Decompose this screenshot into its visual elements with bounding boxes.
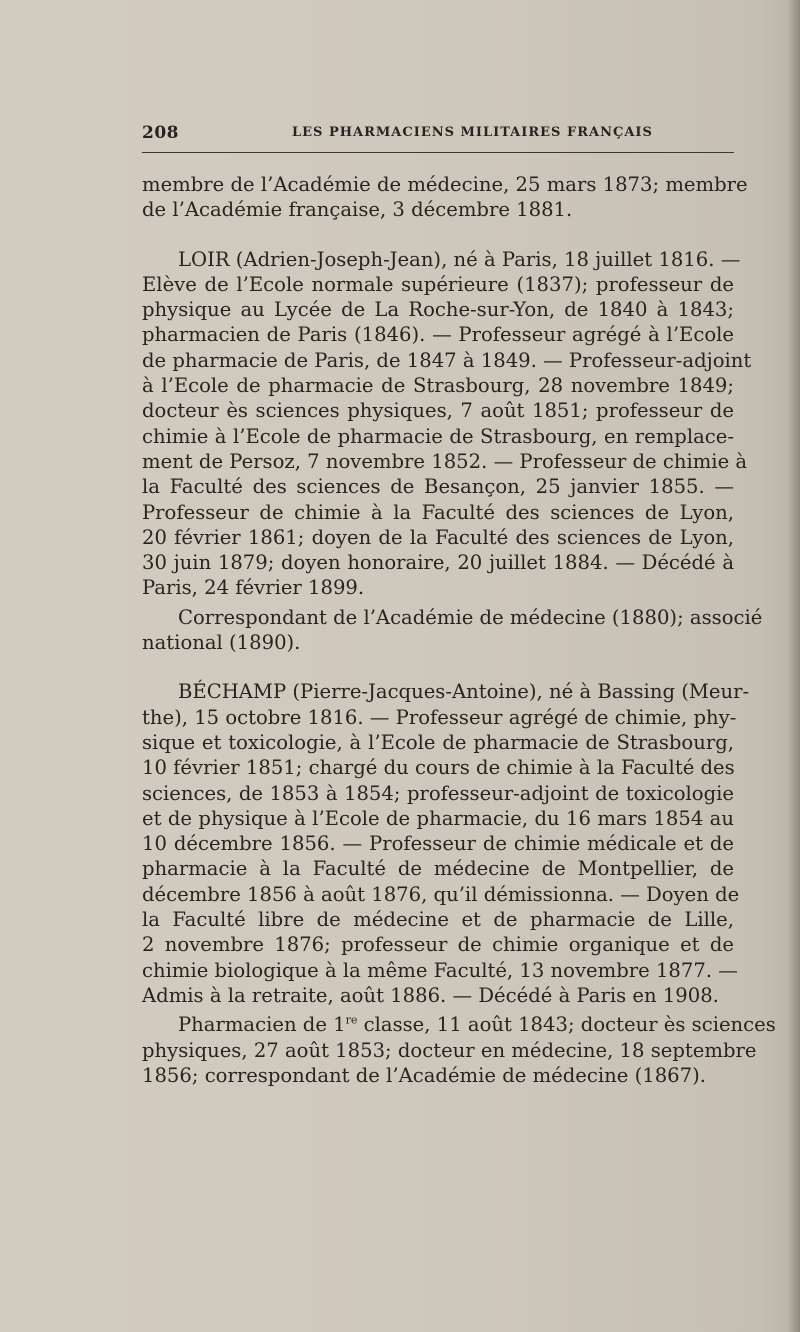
text-line: de pharmacie de Paris, de 1847 à 1849. — Professeur-adjoint xyxy=(142,348,752,372)
entry-bechamp xyxy=(142,679,750,1008)
text-line: Correspondant de l’Académie de médecine (1880); associé xyxy=(178,605,763,629)
text-line: membre de l’Académie de médecine, 25 mars 1873; membre xyxy=(142,173,748,196)
text-line: chimie à l’Ecole de pharmacie de Strasbourg, en remplace- xyxy=(142,424,734,448)
text-line: pharmacie à la Faculté de médecine de Montpellier, de xyxy=(142,857,734,881)
entry-bechamp-honors xyxy=(142,1012,776,1088)
page-header xyxy=(142,123,734,147)
entry-loir xyxy=(142,247,752,601)
header-rule xyxy=(142,152,734,153)
text-line: 20 février 1861; doyen de la Faculté des sciences de Lyon, xyxy=(142,525,734,549)
text-line: la Faculté libre de médecine et de pharmacie de Lille, xyxy=(142,908,734,932)
text-line: 10 février 1851; chargé du cours de chimie à la Faculté des xyxy=(142,756,735,780)
text-line: BÉCHAMP (Pierre-Jacques-Antoine), né à Bassing (Meur- xyxy=(178,680,750,704)
paragraph-continuation xyxy=(142,172,748,223)
text-line: physique au Lycée de La Roche-sur-Yon, de 1840 à 1843; xyxy=(142,298,734,322)
text-line: physiques, 27 août 1853; docteur en médecine, 18 septembre xyxy=(142,1038,757,1062)
text-line: LOIR (Adrien-Joseph-Jean), né à Paris, 18 juillet 1816. — xyxy=(178,247,741,271)
page-edge-shadow xyxy=(786,0,800,1332)
text-line: 1856; correspondant de l’Académie de médecine (1867). xyxy=(142,1063,706,1087)
text-line: la Faculté des sciences de Besançon, 25 janvier 1855. — xyxy=(142,475,734,499)
text-line: et de physique à l’Ecole de pharmacie, du 16 mars 1854 au xyxy=(142,806,734,830)
body-text xyxy=(142,172,776,1088)
text-line: the), 15 octobre 1816. — Professeur agrégé de chimie, phy- xyxy=(142,705,737,729)
text-line xyxy=(142,1012,776,1037)
text-line: sciences, de 1853 à 1854; professeur-adjoint de toxicologie xyxy=(142,781,734,805)
text-line: chimie biologique à la même Faculté, 13 novembre 1877. — xyxy=(142,958,738,982)
text-line: sique et toxicologie, à l’Ecole de pharmacie de Strasbourg, xyxy=(142,730,734,754)
entry-loir-honors xyxy=(142,605,763,656)
text-line: 30 juin 1879; doyen honoraire, 20 juillet 1884. — Décédé à xyxy=(142,551,734,575)
text-fragment: classe, 11 août 1843; docteur ès sciences xyxy=(357,1013,776,1037)
text-line: de l’Académie française, 3 décembre 1881. xyxy=(142,198,573,222)
text-line: docteur ès sciences physiques, 7 août 1851; professeur de xyxy=(142,399,734,423)
text-line: ment de Persoz, 7 novembre 1852. — Professeur de chimie à xyxy=(142,449,748,473)
running-title: LES PHARMACIENS MILITAIRES FRANÇAIS xyxy=(292,125,653,140)
ordinal-superscript: re xyxy=(345,1013,358,1027)
text-line: Elève de l’Ecole normale supérieure (1837); professeur de xyxy=(142,272,734,296)
text-line: 2 novembre 1876; professeur de chimie organique et de xyxy=(142,933,734,957)
page-number: 208 xyxy=(142,123,179,143)
text-line: à l’Ecole de pharmacie de Strasbourg, 28 novembre 1849; xyxy=(142,374,734,398)
text-line: Professeur de chimie à la Faculté des sciences de Lyon, xyxy=(142,500,734,524)
text-line: pharmacien de Paris (1846). — Professeur agrégé à l’Ecole xyxy=(142,323,734,347)
text-fragment: Pharmacien de 1 xyxy=(178,1013,346,1037)
text-line: Admis à la retraite, août 1886. — Décédé à Paris en 1908. xyxy=(142,983,719,1007)
text-line: décembre 1856 à août 1876, qu’il démissionna. — Doyen de xyxy=(142,882,740,906)
text-line: 10 décembre 1856. — Professeur de chimie médicale et de xyxy=(142,832,734,856)
text-line: Paris, 24 février 1899. xyxy=(142,576,365,600)
text-line: national (1890). xyxy=(142,631,301,655)
